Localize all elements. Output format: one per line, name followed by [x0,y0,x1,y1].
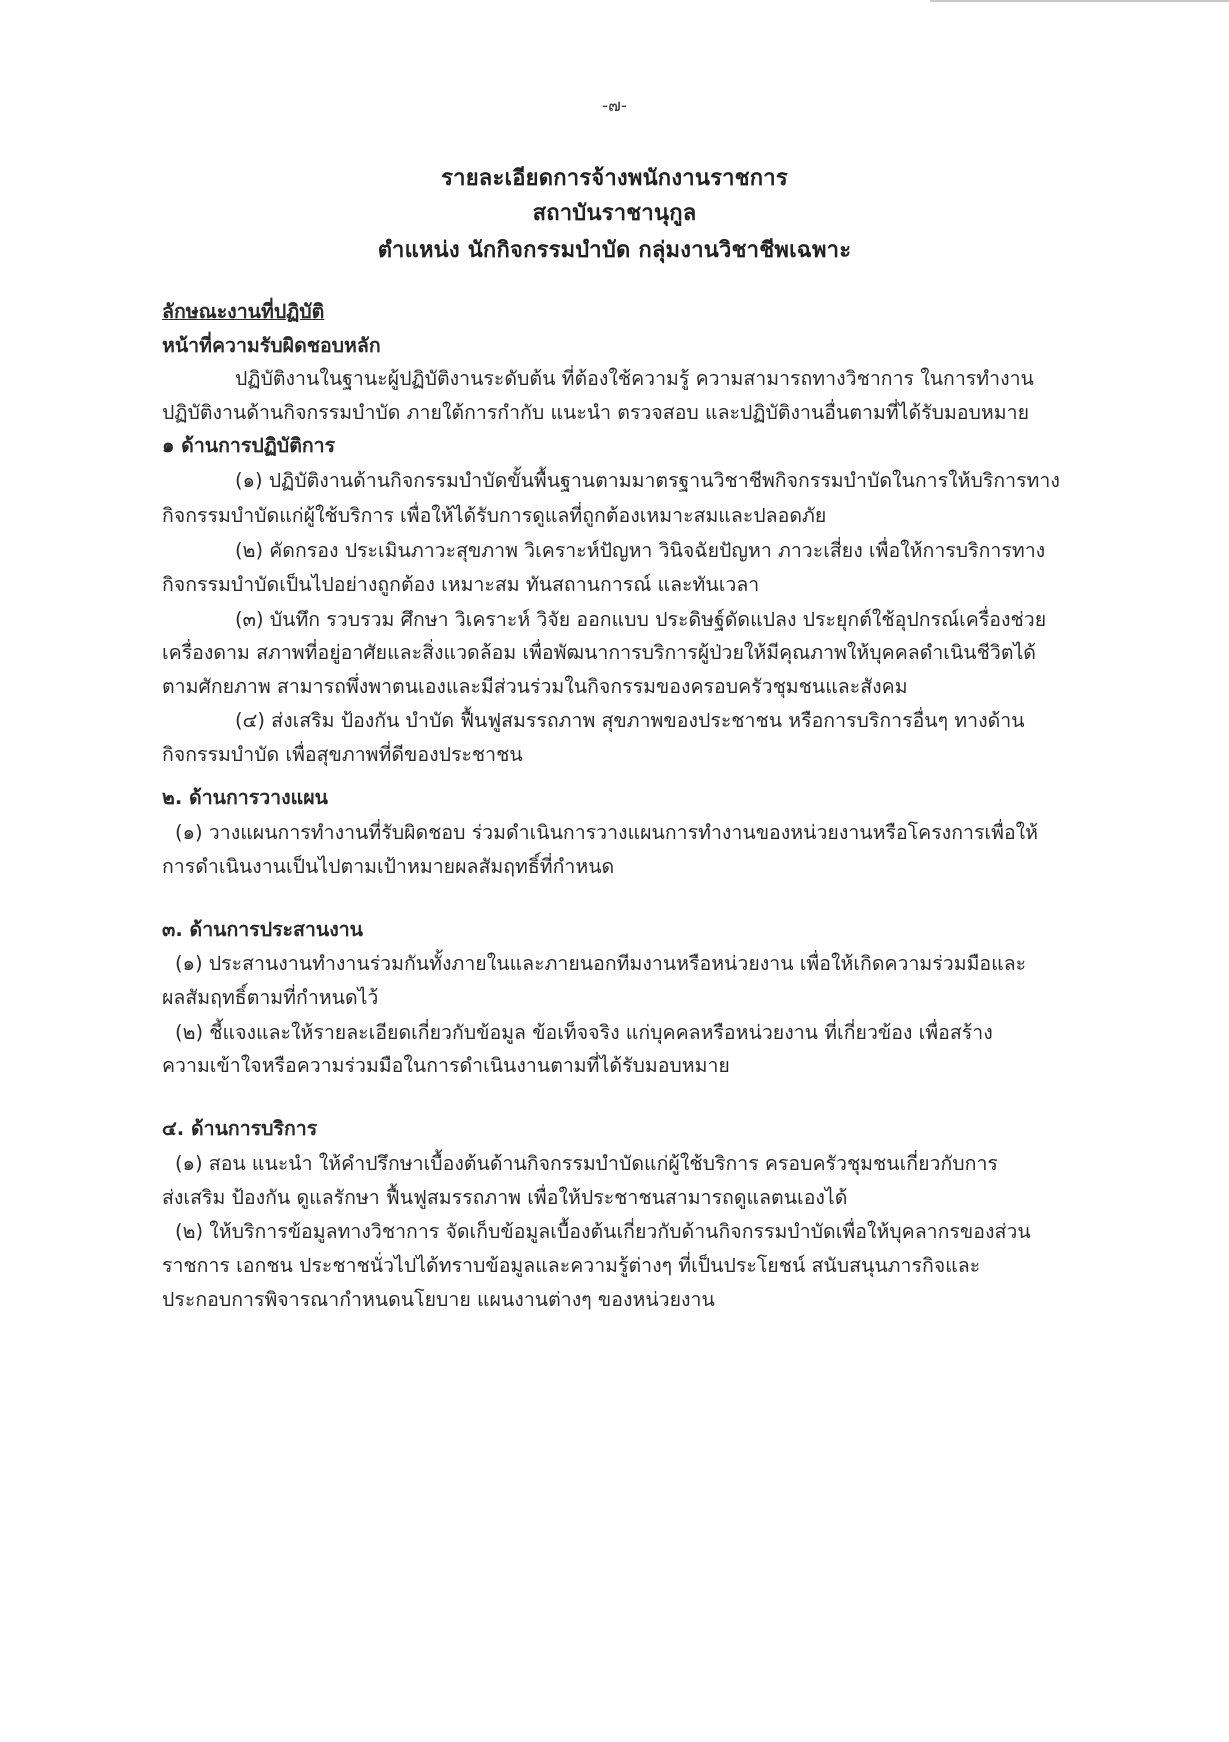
operations-item-2-cont: กิจกรรมบำบัดเป็นไปอย่างถูกต้อง เหมาะสม ทันสถานการณ์ และทันเวลา [162,573,760,596]
heading-operations: ๑ ด้านการปฏิบัติการ [162,434,336,457]
operations-item-3-cont: ตามศักยภาพ สามารถพึ่งพาตนเองและมีส่วนร่วมในกิจกรรมของครอบครัวชุมชนและสังคม [162,675,908,698]
operations-item-3: (๓) บันทึก รวบรวม ศึกษา วิเคราะห์ วิจัย ออกแบบ ประดิษฐ์ดัดแปลง ประยุกต์ใช้อุปกรณ์เครื่องช่วย [235,608,1047,631]
service-item-2-cont: ราชการ เอกชน ประชาชนั่วไปได้ทราบข้อมูลและความรู้ต่างๆ ที่เป็นประโยชน์ สนับสนุนภารกิจและ [162,1254,981,1277]
heading-coordination: ๓. ด้านการประสานงาน [162,918,364,941]
operations-item-1: (๑) ปฏิบัติงานด้านกิจกรรมบำบัดขั้นพื้นฐานตามมาตรฐานวิชาชีพกิจกรรมบำบัดในการให้บริการทาง [235,469,1060,492]
document-title: รายละเอียดการจ้างพนักงานราชการ [441,166,788,191]
service-item-2: (๒) ให้บริการข้อมูลทางวิชาการ จัดเก็บข้อมูลเบื้องต้นเกี่ยวกับด้านกิจกรรมบำบัดเพื่อให้บุคลากรของส่วน [175,1220,1031,1243]
intro-line: ปฏิบัติงานด้านกิจกรรมบำบัด ภายใต้การกำกับ แนะนำ ตรวจสอบ และปฏิบัติงานอื่นตามที่ได้รับมอบหมาย [162,401,1030,424]
operations-item-4-cont: กิจกรรมบำบัด เพื่อสุขภาพที่ดีของประชาชน [162,743,523,766]
operations-item-4: (๔) ส่งเสริม ป้องกัน บำบัด ฟื้นฟูสมรรถภาพ สุขภาพของประชาชน หรือการบริการอื่นๆ ทางด้าน [235,709,1025,732]
operations-item-1-cont: กิจกรรมบำบัดแก่ผู้ใช้บริการ เพื่อให้ได้รับการดูแลที่ถูกต้องเหมาะสมและปลอดภัย [162,504,827,527]
service-item-1-cont: ส่งเสริม ป้องกัน ดูแลรักษา ฟื้นฟูสมรรถภาพ เพื่อให้ประชาชนสามารถดูแลตนเองได้ [162,1186,848,1209]
planning-item-1-cont: การดำเนินงานเป็นไปตามเป้าหมายผลสัมฤทธิ์ที่กำหนด [162,855,615,878]
coordination-item-1-cont: ผลสัมฤทธิ์ตามที่กำหนดไว้ [162,986,379,1009]
planning-item-1: (๑) วางแผนการทำงานที่รับผิดชอบ ร่วมดำเนินการวางแผนการทำงานของหน่วยงานหรือโครงการเพื่อให้ [175,821,1039,844]
institution-name: สถาบันราชานุกูล [532,201,697,226]
service-item-1: (๑) สอน แนะนำ ให้คำปรึกษาเบื้องต้นด้านกิจกรรมบำบัดแก่ผู้ใช้บริการ ครอบครัวชุมชนเกี่ยวกับการ [175,1152,998,1175]
operations-item-2: (๒) คัดกรอง ประเมินภาวะสุขภาพ วิเคราะห์ปัญหา วินิจฉัยปัญหา ภาวะเสี่ยง เพื่อให้การบริการทาง [235,539,1046,562]
heading-service: ๔. ด้านการบริการ [162,1117,318,1140]
sub-heading: หน้าที่ความรับผิดชอบหลัก [162,334,381,357]
coordination-item-1: (๑) ประสานงานทำงานร่วมกันทั้งภายในและภายนอกทีมงานหรือหน่วยงาน เพื่อให้เกิดความร่วมมือและ [175,952,1027,975]
coordination-item-2-cont: ความเข้าใจหรือความร่วมมือในการดำเนินงานตามที่ได้รับมอบหมาย [162,1054,730,1077]
operations-item-3-cont: เครื่องดาม สภาพที่อยู่อาศัยและสิ่งแวดล้อม เพื่อพัฒนาการบริการผู้ป่วยให้มีคุณภาพให้บุคคลดำเนินชีวิตได้ [162,641,1036,664]
coordination-item-2: (๒) ชี้แจงและให้รายละเอียดเกี่ยวกับข้อมูล ข้อเท็จจริง แก่บุคคลหรือหน่วยงาน ที่เกี่ยวข้อง เพื่อสร้าง [175,1021,993,1044]
position-title: ตำแหน่ง นักกิจกรรมบำบัด กลุ่มงานวิชาชีพเฉพาะ [377,238,852,263]
service-item-2-cont: ประกอบการพิจารณากำหนดนโยบาย แผนงานต่างๆ ของหน่วยงาน [162,1288,715,1311]
heading-planning: ๒. ด้านการวางแผน [162,786,328,809]
page-number: -๗- [601,96,628,116]
intro-line: ปฏิบัติงานในฐานะผู้ปฏิบัติงานระดับต้น ที่ต้องใช้ความรู้ ความสามารถทางวิชาการ ในการทำงาน [235,367,1034,390]
scan-edge-line [930,0,1229,2]
section-heading: ลักษณะงานที่ปฏิบัติ [162,300,325,323]
